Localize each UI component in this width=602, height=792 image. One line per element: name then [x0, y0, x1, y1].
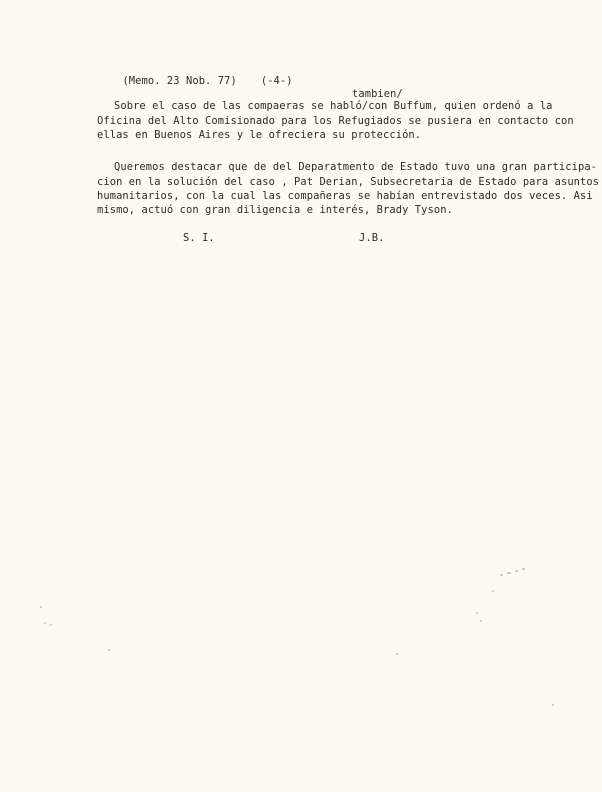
handwritten-insertion: tambien/	[352, 88, 403, 100]
paragraph-1-line-3: ellas en Buenos Aires y le ofreciera su protección.	[97, 129, 422, 141]
paragraph-2-line-4: mismo, actuó con gran diligencia e interés, Brady Tyson.	[97, 204, 453, 216]
signature-left: S. I.	[183, 232, 215, 244]
paragraph-2-line-2: cion en la solución del caso , Pat Derian, Subsecretaria de Estado para asuntos	[97, 176, 600, 188]
scan-speck	[500, 574, 503, 576]
page-number: (-4-)	[260, 75, 293, 87]
scan-speck	[522, 568, 525, 570]
scan-speck	[108, 649, 110, 651]
scan-speck	[44, 622, 46, 624]
signature-right: J.B.	[359, 232, 385, 244]
paragraph-2-line-3: humanitarios, con la cual las compañeras se habían entrevistado dos veces. Asi	[97, 190, 593, 202]
scan-speck	[515, 570, 518, 572]
paragraph-1-line-2: Oficina del Alto Comisionado para los Refugiados se pusiera en contacto con	[97, 115, 574, 127]
scan-speck	[40, 606, 42, 608]
scan-speck	[492, 590, 494, 592]
scan-speck	[476, 612, 478, 614]
scan-speck	[480, 620, 482, 622]
memo-reference: (Memo. 23 Nob. 77)	[122, 75, 237, 87]
paragraph-2-line-1: Queremos destacar que de del Deparatmento de Estado tuvo una gran participa-	[114, 161, 598, 173]
scan-speck	[507, 572, 511, 574]
scan-speck	[552, 704, 554, 706]
memo-header	[97, 63, 293, 99]
scan-speck	[396, 653, 398, 655]
scan-speck	[50, 624, 52, 626]
paragraph-1-line-1: Sobre el caso de las compaeras se habló/con Buffum, quien ordenó a la	[114, 100, 553, 112]
